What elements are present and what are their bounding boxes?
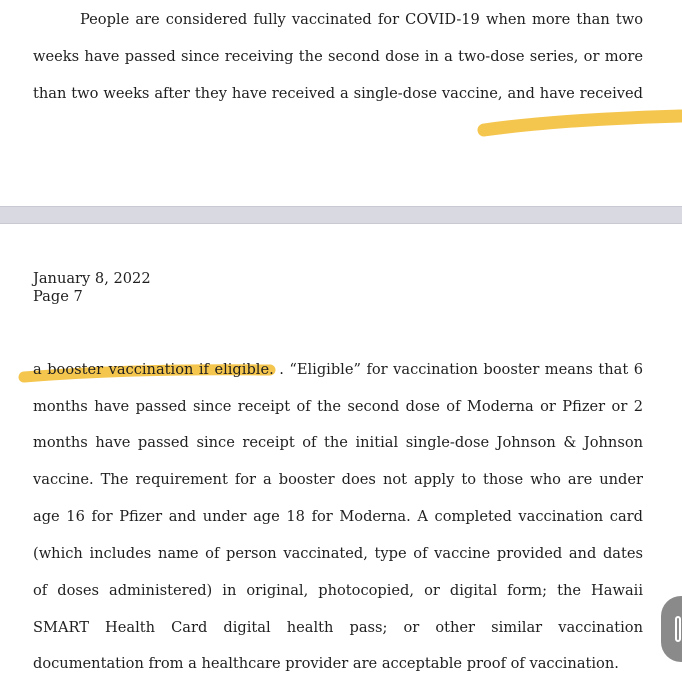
paragraph-line: than two weeks after they have received a single-dose vaccine, and have received	[33, 85, 643, 102]
paragraph-line: age 16 for Pfizer and under age 18 for Moderna. A completed vaccination card	[33, 508, 643, 525]
page-date: January 8, 2022	[33, 270, 151, 287]
paragraph-line: a booster vaccination if eligible. . “Eligible” for vaccination booster means that 6	[33, 361, 643, 378]
paragraph-line: vaccine. The requirement for a booster does not apply to those who are under	[33, 471, 643, 488]
paragraph-line: People are considered fully vaccinated for COVID-19 when more than two	[80, 11, 643, 28]
grip-icon	[675, 616, 681, 642]
paragraph-line: SMART Health Card digital health pass; or other similar vaccination	[33, 619, 643, 636]
paragraph-line: months have passed since receipt of the second dose of Moderna or Pfizer or 2	[33, 398, 643, 415]
scroll-handle[interactable]	[661, 596, 682, 662]
document-page-top	[0, 0, 682, 206]
highlighter-mark	[470, 108, 682, 138]
paragraph-line: (which includes name of person vaccinated, type of vaccine provided and dates	[33, 545, 643, 562]
paragraph-line: of doses administered) in original, photocopied, or digital form; the Hawaii	[33, 582, 643, 599]
paragraph-line: documentation from a healthcare provider are acceptable proof of vaccination.	[33, 655, 619, 672]
paragraph-line: months have passed since receipt of the initial single-dose Johnson & Johnson	[33, 434, 643, 451]
page-separator	[0, 206, 682, 224]
paragraph-line: weeks have passed since receiving the second dose in a two-dose series, or more	[33, 48, 643, 65]
document-page-bottom	[0, 224, 682, 680]
page-number: Page 7	[33, 288, 83, 305]
